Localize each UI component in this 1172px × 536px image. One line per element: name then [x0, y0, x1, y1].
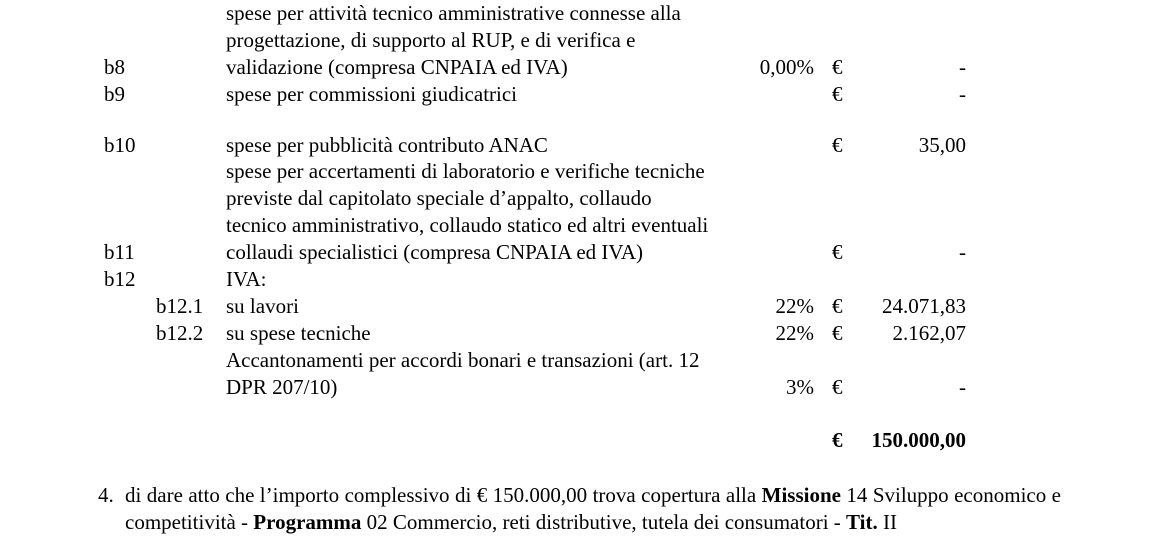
- euro-sign: €: [832, 55, 843, 79]
- row-description: [226, 293, 746, 320]
- description-line: tecnico amministrativo, collaudo statico ed altri eventuali: [226, 213, 709, 237]
- row-description: [226, 266, 746, 293]
- description-line: su spese tecniche: [226, 321, 371, 345]
- row-description: [226, 132, 746, 159]
- euro-sign: €: [832, 294, 843, 318]
- paragraph-bold-missione: Missione: [761, 483, 841, 507]
- total-amount: 150.000,00: [871, 428, 966, 452]
- row-code: b8: [104, 55, 125, 79]
- row-amount: -: [959, 375, 966, 399]
- euro-sign: €: [832, 240, 843, 264]
- paragraph-text-part: 02 Commercio, reti distributive, tutela dei consumatori -: [361, 510, 847, 534]
- row-subcode: b12.1: [156, 294, 204, 318]
- description-line: su lavori: [226, 294, 299, 318]
- row-code: b11: [104, 240, 135, 264]
- row-description: [226, 320, 746, 347]
- description-line: spese per commissioni giudicatrici: [226, 82, 518, 106]
- paragraph-text: [125, 482, 1061, 536]
- row-percentage: 22%: [775, 294, 814, 318]
- row-subcode: b12.2: [156, 321, 204, 345]
- row-description: [226, 81, 746, 108]
- row-amount: 35,00: [918, 133, 966, 157]
- row-percentage: 3%: [786, 375, 814, 399]
- row-amount: 24.071,83: [882, 294, 966, 318]
- paragraph-text-part: di dare atto che l’importo complessivo di € 150.000,00 trova copertura alla: [125, 483, 762, 507]
- row-amount: -: [959, 55, 966, 79]
- paragraph-4: [98, 482, 1061, 536]
- description-line: progettazione, di supporto al RUP, e di verifica e: [226, 28, 636, 52]
- row-percentage: 22%: [775, 321, 814, 345]
- description-line: collaudi specialistici (compresa CNPAIA ed IVA): [226, 240, 644, 264]
- row-amount: -: [959, 82, 966, 106]
- description-line: spese per attività tecnico amministrative connesse alla: [226, 1, 681, 25]
- row-amount: 2.162,07: [892, 321, 966, 345]
- euro-sign: €: [832, 321, 843, 345]
- paragraph-text-part: II: [877, 510, 897, 534]
- row-description: [226, 158, 746, 266]
- row-code: b9: [104, 82, 125, 106]
- total-euro-sign: €: [832, 428, 843, 452]
- paragraph-bold-tit: Tit.: [846, 510, 878, 534]
- row-code: b12: [104, 267, 136, 291]
- paragraph-bold-programma: Programma: [253, 510, 362, 534]
- row-code: b10: [104, 133, 136, 157]
- description-line: validazione (compresa CNPAIA ed IVA): [226, 55, 568, 79]
- row-amount: -: [959, 240, 966, 264]
- row-description: [226, 347, 746, 401]
- row-description: [226, 0, 746, 81]
- description-line: previste dal capitolato speciale d’appalto, collaudo: [226, 186, 652, 210]
- paragraph-number: 4.: [98, 483, 114, 507]
- description-line: IVA:: [226, 267, 267, 291]
- euro-sign: €: [832, 82, 843, 106]
- description-line: Accantonamenti per accordi bonari e transazioni (art. 12: [226, 348, 700, 372]
- description-line: DPR 207/10): [226, 375, 338, 399]
- paragraph-text-part: 14 Sviluppo economico e competitività -: [125, 483, 1061, 534]
- euro-sign: €: [832, 375, 843, 399]
- description-line: spese per pubblicità contributo ANAC: [226, 133, 548, 157]
- euro-sign: €: [832, 133, 843, 157]
- description-line: spese per accertamenti di laboratorio e verifiche tecniche: [226, 159, 705, 183]
- row-percentage: 0,00%: [759, 55, 814, 79]
